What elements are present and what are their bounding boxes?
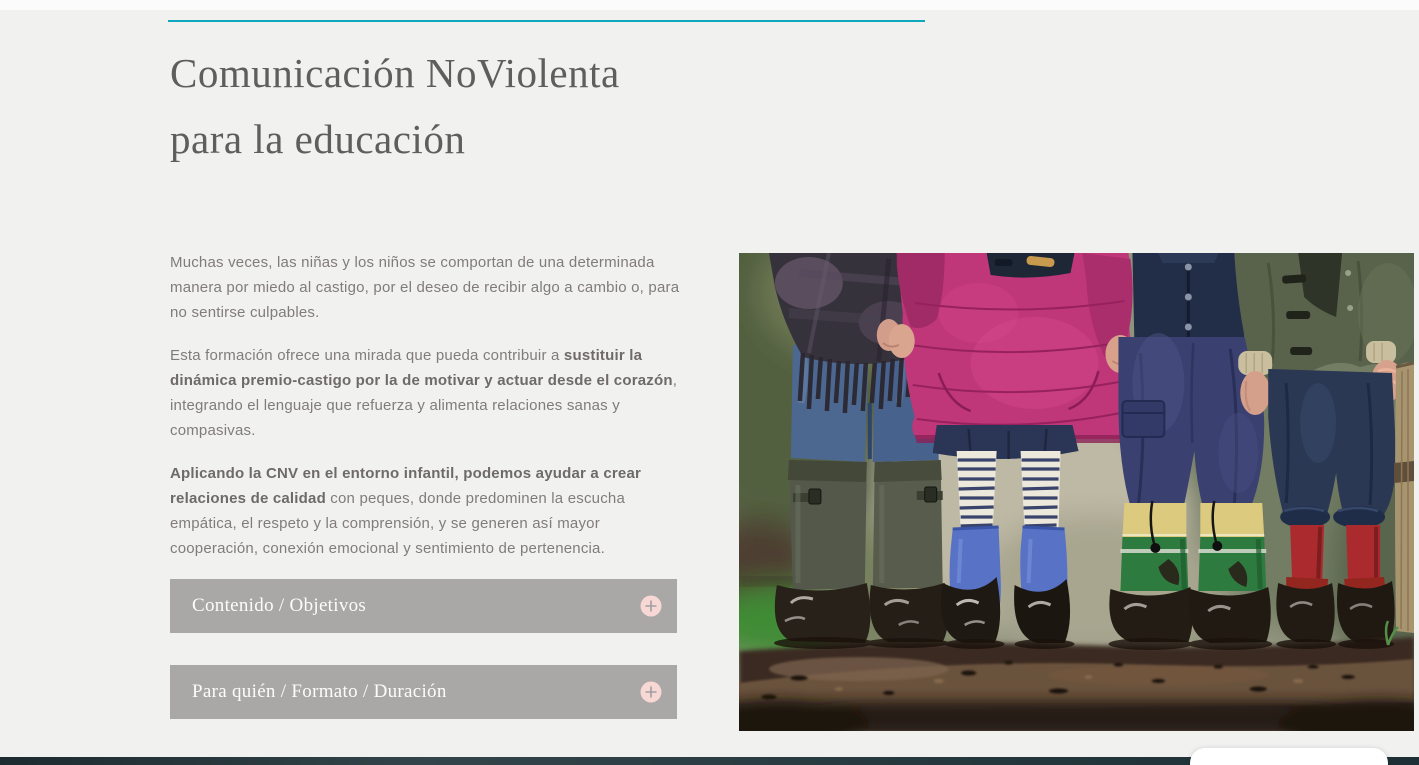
child-2-coat [897, 253, 1133, 443]
intro-paragraph-1: Muchas veces, las niñas y los niños se comportan de una determinada manera por miedo al castigo, por el deseo de recibir algo a cambio o, para no sentirse culpables. [170, 254, 680, 321]
page-title-line-2: para la educación [170, 116, 466, 162]
page-title [170, 40, 810, 172]
children-photo [739, 253, 1414, 731]
plus-icon [640, 681, 662, 703]
cookie-banner-partial[interactable] [1190, 748, 1388, 765]
child-1-boots [775, 460, 948, 643]
accordion-label: Para quién / Formato / Duración [192, 681, 447, 702]
accordion-para-quien-formato-duracion[interactable] [170, 665, 677, 719]
accordion-label: Contenido / Objetivos [192, 595, 367, 616]
plus-icon [640, 595, 662, 617]
children-photo-illustration [739, 253, 1414, 731]
intro-text-column [170, 250, 690, 751]
wooden-post [1394, 363, 1414, 634]
accordion-contenido-objetivos[interactable] [170, 579, 677, 633]
accent-divider-line [168, 20, 925, 22]
top-strip [0, 0, 1419, 10]
intro-paragraph-3: Aplicando la CNV en el entorno infantil, podemos ayudar a crear relaciones de calidad con peques, donde predominen la escucha empática, el respeto y la comprensión, y se generen así mayor cooperación, conexión emocional y sentimiento de pertenencia. [170, 465, 642, 557]
page-title-line-1: Comunicación NoViolenta [170, 50, 620, 96]
child-3-jacket [1132, 253, 1244, 348]
accordion-list [170, 579, 690, 719]
intro-paragraph-2: Esta formación ofrece una mirada que pueda contribuir a sustituir la dinámica premio-castigo por la de motivar y actuar desde el corazón, integrando el lenguaje que refuerza y alimenta relaciones sanas y compasivas. [170, 347, 678, 439]
child-4-parka [1234, 253, 1414, 378]
